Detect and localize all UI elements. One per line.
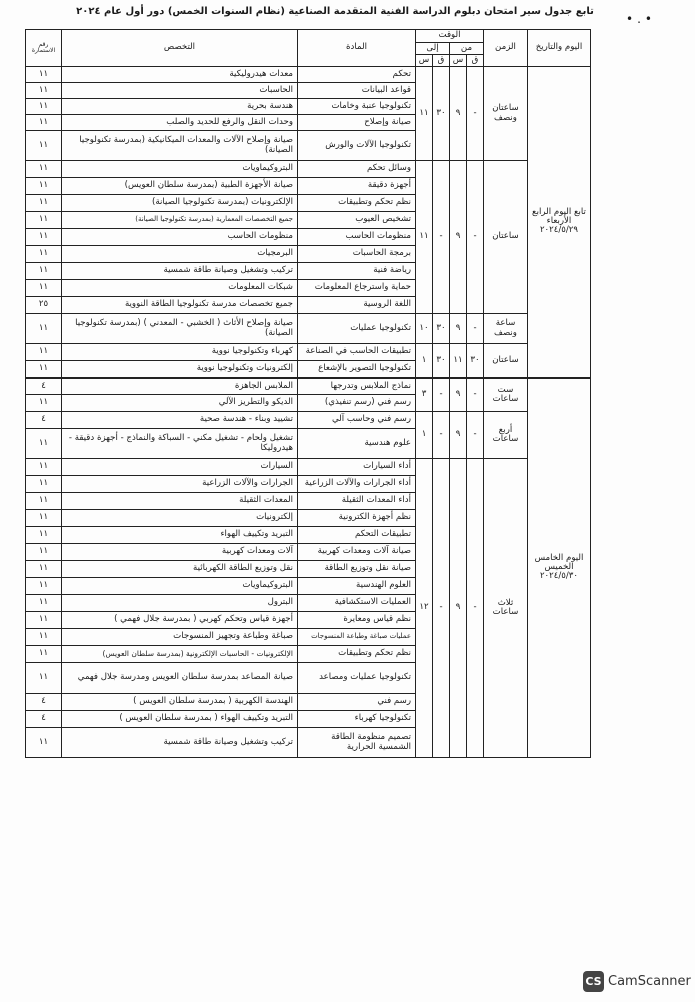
specialization-cell: الجرارات والآلات الزراعية bbox=[62, 476, 298, 493]
form-number-cell: ١١ bbox=[26, 246, 62, 263]
subject-cell: تكنولوجيا عمليات bbox=[298, 314, 416, 344]
form-number-cell: ١١ bbox=[26, 527, 62, 544]
header-subject: المادة bbox=[298, 30, 416, 67]
to-minutes: - bbox=[433, 459, 450, 758]
subject-cell: صيانة آلات ومعدات كهربية bbox=[298, 544, 416, 561]
from-minutes: - bbox=[467, 378, 484, 412]
specialization-cell: التبريد وتكييف الهواء bbox=[62, 527, 298, 544]
form-number-cell: ٤ bbox=[26, 412, 62, 429]
subject-cell: منظومات الحاسب bbox=[298, 229, 416, 246]
table-row bbox=[26, 378, 591, 395]
to-minutes: - bbox=[433, 412, 450, 459]
subject-cell: العمليات الاستكشافية bbox=[298, 595, 416, 612]
subject-cell: صيانة وإصلاح bbox=[298, 115, 416, 131]
specialization-cell: تشييد وبناء - هندسة صحية bbox=[62, 412, 298, 429]
duration-cell: ثلاث ساعات bbox=[484, 459, 528, 758]
duration-cell: أربع ساعات bbox=[484, 412, 528, 459]
subject-cell: نظم تحكم وتطبيقات bbox=[298, 195, 416, 212]
form-number-cell: ١١ bbox=[26, 195, 62, 212]
header-hours: س bbox=[450, 55, 467, 67]
specialization-cell: إلكترونيات bbox=[62, 510, 298, 527]
specialization-cell: نقل وتوزيع الطاقة الكهربائية bbox=[62, 561, 298, 578]
form-number-cell: ١١ bbox=[26, 361, 62, 378]
from-hours: ٩ bbox=[450, 67, 467, 161]
subject-cell: العلوم الهندسية bbox=[298, 578, 416, 595]
subject-cell: تطبيقات الحاسب في الصناعة bbox=[298, 344, 416, 361]
specialization-cell: البرمجيات bbox=[62, 246, 298, 263]
form-number-cell: ٤ bbox=[26, 711, 62, 728]
form-number-cell: ١١ bbox=[26, 476, 62, 493]
duration-cell: ساعة ونصف bbox=[484, 314, 528, 344]
form-number-cell: ١١ bbox=[26, 131, 62, 161]
exam-schedule-table bbox=[25, 29, 591, 758]
form-number-cell: ١١ bbox=[26, 493, 62, 510]
form-number-cell: ١١ bbox=[26, 395, 62, 412]
specialization-cell: تركيب وتشغيل وصيانة طاقة شمسية bbox=[62, 263, 298, 280]
from-hours: ٩ bbox=[450, 459, 467, 758]
from-hours: ٩ bbox=[450, 314, 467, 344]
specialization-cell: الإلكترونيات (بمدرسة تكنولوجيا الصيانة) bbox=[62, 195, 298, 212]
form-number-cell: ١١ bbox=[26, 178, 62, 195]
form-number-cell: ١١ bbox=[26, 612, 62, 629]
header-day: اليوم والتاريخ bbox=[528, 30, 591, 67]
to-minutes: - bbox=[433, 378, 450, 412]
subject-cell: أداء المعدات الثقيلة bbox=[298, 493, 416, 510]
specialization-cell: وحدات النقل والرفع للحديد والصلب bbox=[62, 115, 298, 131]
specialization-cell: صيانة وإصلاح الآلات والمعدات الميكانيكية (بمدرسة تكنولوجيا الصيانة) bbox=[62, 131, 298, 161]
header-duration: الزمن bbox=[484, 30, 528, 67]
specialization-cell: البتروكيماويات bbox=[62, 161, 298, 178]
subject-cell: تصميم منظومة الطاقة الشمسية الحرارية bbox=[298, 728, 416, 758]
subject-cell: وسائل تحكم bbox=[298, 161, 416, 178]
subject-cell: تكنولوجيا كهرباء bbox=[298, 711, 416, 728]
specialization-cell: السيارات bbox=[62, 459, 298, 476]
specialization-cell: صيانة الأجهزة الطبية (بمدرسة سلطان العويس) bbox=[62, 178, 298, 195]
form-number-cell: ١١ bbox=[26, 161, 62, 178]
from-minutes: - bbox=[467, 314, 484, 344]
specialization-cell: أجهزة قياس وتحكم كهربي ( بمدرسة جلال فهمي ) bbox=[62, 612, 298, 629]
specialization-cell: البتروكيماويات bbox=[62, 578, 298, 595]
subject-cell: نظم قياس ومعايرة bbox=[298, 612, 416, 629]
specialization-cell: منظومات الحاسب bbox=[62, 229, 298, 246]
specialization-cell: تشغيل ولحام - تشغيل مكني - السباكة والنماذج - أجهزة دقيقة - هيدروليكا bbox=[62, 429, 298, 459]
subject-cell: رسم فني bbox=[298, 694, 416, 711]
specialization-cell: الحاسبات bbox=[62, 83, 298, 99]
form-number-cell: ١١ bbox=[26, 344, 62, 361]
from-minutes: - bbox=[467, 412, 484, 459]
from-minutes: - bbox=[467, 67, 484, 161]
specialization-cell: تركيب وتشغيل وصيانة طاقة شمسية bbox=[62, 728, 298, 758]
subject-cell: نظم أجهزة الكترونية bbox=[298, 510, 416, 527]
form-number-cell: ١١ bbox=[26, 728, 62, 758]
to-minutes: - bbox=[433, 161, 450, 314]
table-row bbox=[26, 67, 591, 83]
subject-cell: برمجة الحاسبات bbox=[298, 246, 416, 263]
duration-cell: ساعتان bbox=[484, 344, 528, 378]
specialization-cell: كهرباء وتكنولوجيا نووية bbox=[62, 344, 298, 361]
specialization-cell: صيانة وإصلاح الأثاث ( الخشبي - المعدني ) (بمدرسة تكنولوجيا الصيانة) bbox=[62, 314, 298, 344]
header-specialization: التخصص bbox=[62, 30, 298, 67]
specialization-cell: جميع التخصصات المعمارية (بمدرسة تكنولوجيا الصيانة) bbox=[62, 212, 298, 229]
duration-cell: ساعتان ونصف bbox=[484, 67, 528, 161]
to-minutes: ٣٠ bbox=[433, 314, 450, 344]
form-number-cell: ١١ bbox=[26, 561, 62, 578]
specialization-cell: آلات ومعدات كهربية bbox=[62, 544, 298, 561]
subject-cell: أداء الجرارات والآلات الزراعية bbox=[298, 476, 416, 493]
form-number-cell: ١١ bbox=[26, 67, 62, 83]
subject-cell: تكنولوجيا عمليات ومصاعد bbox=[298, 663, 416, 694]
form-number-cell: ١١ bbox=[26, 115, 62, 131]
subject-cell: أداء السيارات bbox=[298, 459, 416, 476]
subject-cell: نماذج الملابس وتدرجها bbox=[298, 378, 416, 395]
subject-cell: رسم فني (رسم تنفيذي) bbox=[298, 395, 416, 412]
subject-cell: تحكم bbox=[298, 67, 416, 83]
specialization-cell: إلكترونيات وتكنولوجيا نووية bbox=[62, 361, 298, 378]
to-hours: ١٠ bbox=[416, 314, 433, 344]
form-number-cell: ٤ bbox=[26, 378, 62, 395]
camscanner-logo-icon: CS bbox=[583, 971, 604, 992]
to-hours: ١ bbox=[416, 344, 433, 378]
form-number-cell: ٤ bbox=[26, 694, 62, 711]
subject-cell: عمليات صباغة وطباعة المنسوجات bbox=[298, 629, 416, 646]
header-time: الوقت bbox=[416, 30, 484, 43]
subject-cell: علوم هندسية bbox=[298, 429, 416, 459]
subject-cell: تطبيقات التحكم bbox=[298, 527, 416, 544]
form-number-cell: ١١ bbox=[26, 314, 62, 344]
subject-cell: اللغة الروسية bbox=[298, 297, 416, 314]
form-number-cell: ١١ bbox=[26, 595, 62, 612]
specialization-cell: المعدات الثقيلة bbox=[62, 493, 298, 510]
from-hours: ٩ bbox=[450, 378, 467, 412]
form-number-cell: ١١ bbox=[26, 510, 62, 527]
form-number-cell: ١١ bbox=[26, 429, 62, 459]
table-row bbox=[26, 314, 591, 344]
specialization-cell: التبريد وتكييف الهواء ( بمدرسة سلطان العويس ) bbox=[62, 711, 298, 728]
header-from: من bbox=[450, 43, 484, 55]
form-number-cell: ١١ bbox=[26, 263, 62, 280]
table-row bbox=[26, 412, 591, 429]
specialization-cell: البترول bbox=[62, 595, 298, 612]
header-to: إلى bbox=[416, 43, 450, 55]
table-row bbox=[26, 161, 591, 178]
form-number-cell: ١١ bbox=[26, 99, 62, 115]
to-minutes: ٣٠ bbox=[433, 344, 450, 378]
to-hours: ١ bbox=[416, 412, 433, 459]
form-number-cell: ١١ bbox=[26, 229, 62, 246]
header-minutes: ق bbox=[467, 55, 484, 67]
specialization-cell: الملابس الجاهزة bbox=[62, 378, 298, 395]
specialization-cell: الإلكترونيات - الحاسبات الإلكترونية (بمدرسة سلطان العويس) bbox=[62, 646, 298, 663]
specialization-cell: صيانة المصاعد بمدرسة سلطان العويس ومدرسة جلال فهمي bbox=[62, 663, 298, 694]
from-minutes: - bbox=[467, 459, 484, 758]
from-minutes: ٣٠ bbox=[467, 344, 484, 378]
from-hours: ٩ bbox=[450, 412, 467, 459]
subject-cell: حماية واسترجاع المعلومات bbox=[298, 280, 416, 297]
form-number-cell: ١١ bbox=[26, 646, 62, 663]
specialization-cell: هندسة بحرية bbox=[62, 99, 298, 115]
header-row bbox=[26, 30, 591, 43]
page-title: تابع جدول سير امتحان دبلوم الدراسة الفنية المتقدمة الصناعية (نظام السنوات الخمس) دور أول عام ٢٠٢٤ bbox=[76, 6, 594, 17]
to-hours: ١١ bbox=[416, 67, 433, 161]
subject-cell: أجهزة دقيقة bbox=[298, 178, 416, 195]
subject-cell: تشخيص العيوب bbox=[298, 212, 416, 229]
form-number-cell: ١١ bbox=[26, 280, 62, 297]
subject-cell: نظم تحكم وتطبيقات bbox=[298, 646, 416, 663]
specialization-cell: شبكات المعلومات bbox=[62, 280, 298, 297]
specialization-cell: معدات هيدروليكية bbox=[62, 67, 298, 83]
form-number-cell: ١١ bbox=[26, 459, 62, 476]
subject-cell: رياضة فنية bbox=[298, 263, 416, 280]
to-hours: ١١ bbox=[416, 161, 433, 314]
to-hours: ١٢ bbox=[416, 459, 433, 758]
form-number-cell: ١١ bbox=[26, 212, 62, 229]
header-minutes: ق bbox=[433, 55, 450, 67]
specialization-cell: الديكو والتطريز الآلي bbox=[62, 395, 298, 412]
subject-cell: قواعد البيانات bbox=[298, 83, 416, 99]
to-minutes: ٣٠ bbox=[433, 67, 450, 161]
form-number-cell: ١١ bbox=[26, 544, 62, 561]
to-hours: ٣ bbox=[416, 378, 433, 412]
specialization-cell: الهندسة الكهربية ( بمدرسة سلطان العويس ) bbox=[62, 694, 298, 711]
camscanner-label: CamScanner bbox=[608, 973, 691, 989]
subject-cell: رسم فني وحاسب آلي bbox=[298, 412, 416, 429]
form-number-cell: ١١ bbox=[26, 663, 62, 694]
duration-cell: ساعتان bbox=[484, 161, 528, 314]
subject-cell: تكنولوجيا عنبة وخامات bbox=[298, 99, 416, 115]
page-marks: •.• bbox=[626, 12, 656, 26]
form-number-cell: ١١ bbox=[26, 578, 62, 595]
day-cell: تابع اليوم الرابع الأربعاء ٢٠٢٤/٥/٢٩ bbox=[528, 67, 591, 378]
header-form-number: رقم الاستمارة bbox=[26, 30, 62, 67]
specialization-cell: صباغة وطباعة وتجهيز المنسوجات bbox=[62, 629, 298, 646]
day-cell: اليوم الخامس الخميس ٢٠٢٤/٥/٣٠ bbox=[528, 378, 591, 758]
table-row bbox=[26, 344, 591, 361]
from-hours: ١١ bbox=[450, 344, 467, 378]
subject-cell: صيانة نقل وتوزيع الطاقة bbox=[298, 561, 416, 578]
form-number-cell: ١١ bbox=[26, 629, 62, 646]
subject-cell: تكنولوجيا الآلات والورش bbox=[298, 131, 416, 161]
from-hours: ٩ bbox=[450, 161, 467, 314]
table-row bbox=[26, 459, 591, 476]
specialization-cell: جميع تخصصات مدرسة تكنولوجيا الطاقة النووية bbox=[62, 297, 298, 314]
subject-cell: تكنولوجيا التصوير بالإشعاع bbox=[298, 361, 416, 378]
duration-cell: ست ساعات bbox=[484, 378, 528, 412]
form-number-cell: ١١ bbox=[26, 83, 62, 99]
camscanner-watermark bbox=[583, 970, 691, 992]
header-hours: س bbox=[416, 55, 433, 67]
form-number-cell: ٢٥ bbox=[26, 297, 62, 314]
from-minutes: - bbox=[467, 161, 484, 314]
